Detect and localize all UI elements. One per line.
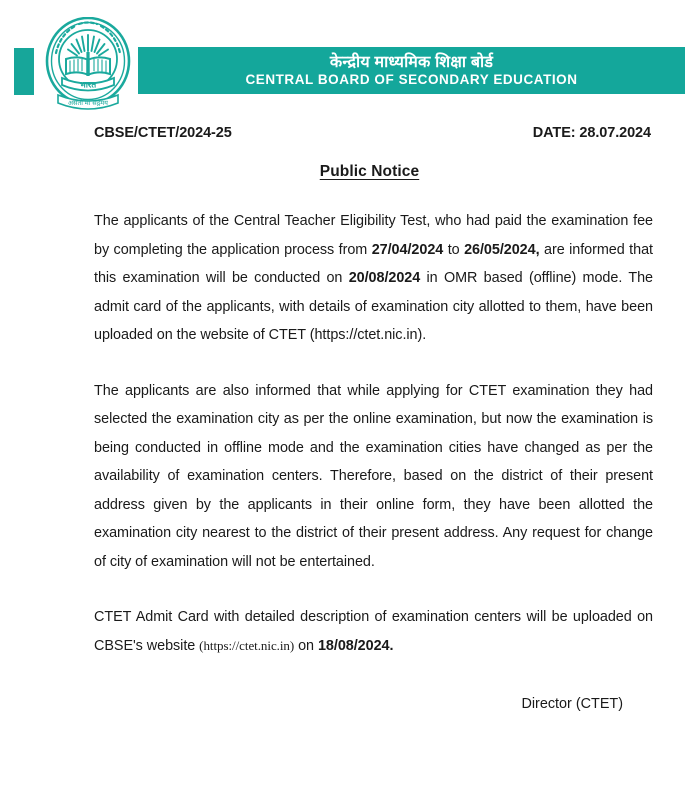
header-hindi-title: केन्द्रीय माध्यमिक शिक्षा बोर्ड: [329, 53, 494, 71]
paragraph-two: The applicants are also informed that while applying for CTET examination they had selected the examination city as per the online examination, but now the examination is being conducted in offline mode and the examination cities have changed as per the availability of examination centers. Therefore, based on the district of their present address given by the applicants in their online form, they have been allotted the examination city nearest to the district of their present address. Any request for change of city of examination will not be entertained.: [94, 382, 653, 570]
header-accent-block-left: [14, 48, 34, 95]
application-start-date: 27/04/2024: [371, 241, 444, 258]
paragraph-one: [94, 207, 653, 350]
paragraph-three: [94, 603, 653, 660]
examination-date: 20/08/2024: [348, 270, 421, 286]
document-body: [0, 125, 685, 712]
reference-number: CBSE/CTET/2024-25: [94, 125, 232, 141]
notice-date: DATE: 28.07.2024: [532, 125, 651, 141]
p1-segment-1: The applicants of the Central Teacher Eligibility Test, who had paid the examination fee by completing the application process from: [94, 213, 653, 258]
p1-segment-2: to: [443, 241, 465, 258]
reference-date-row: [94, 125, 653, 141]
svg-text:भारत: भारत: [79, 79, 97, 90]
document-header: [0, 0, 685, 118]
svg-text:असतो मा सद्गमय: असतो मा सद्गमय: [67, 100, 109, 107]
p3-segment-1: CTET Admit Card with detailed description of examination centers will be uploaded on CBSE's website: [94, 609, 653, 654]
p3-segment-2: on: [294, 637, 318, 654]
header-title-bar: [138, 47, 685, 94]
signatory-designation: Director (CTET): [521, 696, 623, 712]
p1-segment-4: in OMR based (offline) mode. The admit card of the applicants, with details of examination city allotted to them, have been uploaded on the website of CTET (https://ctet.nic.in).: [94, 270, 653, 343]
notice-title-row: [94, 163, 645, 181]
application-end-date: 26/05/2024,: [464, 241, 540, 258]
header-english-title: CENTRAL BOARD OF SECONDARY EDUCATION: [245, 71, 578, 87]
cbse-emblem-icon: [42, 17, 134, 113]
p1-segment-3: are informed that this examination will be conducted on: [94, 241, 653, 286]
ctet-website-url: (https://ctet.nic.in): [199, 637, 295, 653]
signature-block: [94, 696, 653, 712]
admit-card-upload-date: 18/08/2024.: [317, 637, 394, 654]
page-title: Public Notice: [319, 163, 420, 180]
